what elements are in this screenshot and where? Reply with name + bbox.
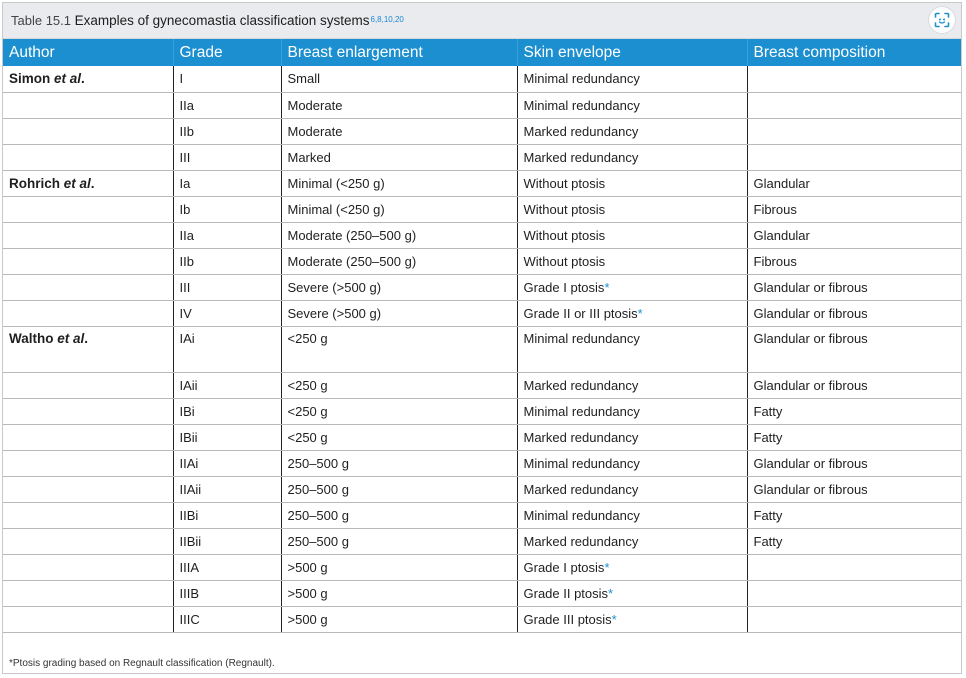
table-caption: [3, 3, 961, 39]
skin-envelope-cell-text: Minimal redundancy: [523, 403, 640, 419]
skin-envelope-cell: [517, 372, 747, 398]
composition-cell-text: Fibrous: [753, 253, 797, 269]
skin-envelope-cell: [517, 118, 747, 144]
enlargement-cell-text: 250–500 g: [287, 481, 349, 497]
composition-cell: [747, 92, 961, 118]
author-cell: [3, 476, 173, 502]
composition-cell: [747, 606, 961, 632]
composition-cell: [747, 528, 961, 554]
grade-cell-text: Ib: [179, 201, 191, 217]
skin-envelope-cell-text: Grade I ptosis: [523, 559, 605, 575]
grade-cell-text: IIb: [179, 253, 194, 269]
composition-cell: [747, 424, 961, 450]
ptosis-footnote-mark[interactable]: *: [637, 305, 643, 321]
table-row: [3, 248, 961, 274]
grade-cell-text: IIIA: [179, 559, 200, 575]
ptosis-footnote-mark[interactable]: *: [604, 559, 610, 575]
skin-envelope-cell-text: Without ptosis: [523, 253, 606, 269]
composition-cell: [747, 554, 961, 580]
skin-envelope-cell-text: Minimal redundancy: [523, 97, 640, 113]
composition-cell: [747, 196, 961, 222]
enlargement-cell: [281, 398, 517, 424]
grade-cell: [173, 92, 281, 118]
skin-envelope-cell-text: Minimal redundancy: [523, 507, 640, 523]
grade-cell: [173, 222, 281, 248]
composition-cell-text: Glandular or fibrous: [753, 481, 868, 497]
skin-envelope-cell-text: Grade I ptosis: [523, 279, 605, 295]
author-cell: [3, 528, 173, 554]
composition-cell: [747, 170, 961, 196]
enlargement-cell: [281, 424, 517, 450]
enlargement-cell-text: <250 g: [287, 403, 328, 419]
enlargement-cell: [281, 372, 517, 398]
enlargement-cell: [281, 606, 517, 632]
classification-table: [3, 39, 961, 633]
skin-envelope-cell: [517, 554, 747, 580]
reference-links[interactable]: 6,8,10,20: [370, 15, 404, 24]
table-row: [3, 372, 961, 398]
skin-envelope-cell: [517, 248, 747, 274]
grade-cell-text: IIAi: [179, 455, 199, 471]
composition-cell-text: Glandular: [753, 227, 810, 243]
enlargement-cell-text: Moderate (250–500 g): [287, 253, 417, 269]
grade-cell-text: I: [179, 71, 184, 87]
skin-envelope-cell-text: Without ptosis: [523, 201, 606, 217]
enlargement-cell-text: Severe (>500 g): [287, 305, 382, 321]
composition-cell: [747, 300, 961, 326]
grade-cell: [173, 554, 281, 580]
enlargement-cell-text: Small: [287, 71, 321, 87]
composition-cell-text: Fatty: [753, 403, 783, 419]
skin-envelope-cell-text: Grade III ptosis: [523, 611, 612, 627]
grade-cell: [173, 248, 281, 274]
composition-cell-text: Glandular or fibrous: [753, 377, 868, 393]
author-cell: [3, 300, 173, 326]
author-cell: Rohrich et al.: [3, 170, 173, 196]
grade-cell-text: IAii: [179, 377, 198, 393]
enlargement-cell: [281, 554, 517, 580]
table-row: [3, 326, 961, 372]
skin-envelope-cell: [517, 450, 747, 476]
grade-cell: [173, 300, 281, 326]
composition-cell-text: Fatty: [753, 507, 783, 523]
author-suffix: et al: [57, 330, 85, 346]
table-row: [3, 92, 961, 118]
grade-cell: [173, 424, 281, 450]
table-row: [3, 606, 961, 632]
table-row: [3, 66, 961, 92]
enlargement-cell: [281, 170, 517, 196]
composition-cell: [747, 66, 961, 92]
author-cell: [3, 398, 173, 424]
author-suffix: et al: [63, 175, 91, 191]
table-row: [3, 450, 961, 476]
skin-envelope-cell: [517, 92, 747, 118]
grade-cell-text: IBi: [179, 403, 195, 419]
grade-cell-text: III: [179, 149, 191, 165]
enlargement-cell: [281, 476, 517, 502]
enlargement-cell: [281, 274, 517, 300]
enlargement-cell: [281, 92, 517, 118]
header-author: Author: [3, 39, 173, 66]
enlargement-cell-text: <250 g: [287, 377, 328, 393]
enlargement-cell-text: >500 g: [287, 611, 328, 627]
skin-envelope-cell: [517, 170, 747, 196]
skin-envelope-cell-text: Without ptosis: [523, 227, 606, 243]
enlargement-cell-text: Moderate (250–500 g): [287, 227, 417, 243]
composition-cell-text: Glandular or fibrous: [753, 279, 868, 295]
grade-cell-text: IIa: [179, 227, 194, 243]
author-cell: [3, 248, 173, 274]
table-row: [3, 196, 961, 222]
enlargement-cell: [281, 502, 517, 528]
skin-envelope-cell-text: Without ptosis: [523, 175, 606, 191]
enlargement-cell-text: <250 g: [287, 429, 328, 445]
table-body: [3, 66, 961, 632]
grade-cell: [173, 144, 281, 170]
composition-cell-text: Fatty: [753, 533, 783, 549]
composition-cell: [747, 118, 961, 144]
table-row: [3, 580, 961, 606]
composition-cell-text: Fatty: [753, 429, 783, 445]
skin-envelope-cell: [517, 528, 747, 554]
composition-cell: [747, 502, 961, 528]
table-row: [3, 554, 961, 580]
grade-cell-text: IIBi: [179, 507, 199, 523]
table-row: [3, 222, 961, 248]
grade-cell: [173, 196, 281, 222]
author-cell: Simon et al.: [3, 66, 173, 92]
table-row: [3, 502, 961, 528]
author-name: Waltho: [9, 330, 54, 346]
grade-cell-text: III: [179, 279, 191, 295]
skin-envelope-cell-text: Marked redundancy: [523, 429, 639, 445]
table-row: [3, 424, 961, 450]
composition-cell: [747, 326, 961, 372]
grade-cell: [173, 66, 281, 92]
composition-cell: [747, 274, 961, 300]
skin-envelope-cell-text: Marked redundancy: [523, 149, 639, 165]
enlargement-cell: [281, 144, 517, 170]
table-row: [3, 300, 961, 326]
grade-cell: [173, 606, 281, 632]
skin-envelope-cell: [517, 144, 747, 170]
author-cell: [3, 502, 173, 528]
grade-cell-text: Ia: [179, 175, 191, 191]
skin-envelope-cell: [517, 476, 747, 502]
composition-cell: [747, 580, 961, 606]
grade-cell-text: IBii: [179, 429, 198, 445]
enlargement-cell-text: Minimal (<250 g): [287, 201, 385, 217]
composition-cell: [747, 144, 961, 170]
skin-envelope-cell: [517, 398, 747, 424]
grade-cell: [173, 372, 281, 398]
author-cell: [3, 606, 173, 632]
skin-envelope-cell: [517, 196, 747, 222]
enlargement-cell-text: 250–500 g: [287, 507, 349, 523]
enlargement-cell: [281, 66, 517, 92]
grade-cell: [173, 274, 281, 300]
header-row: [3, 39, 961, 66]
skin-envelope-cell-text: Grade II ptosis: [523, 585, 609, 601]
scan-text-icon: [934, 12, 950, 28]
grade-cell: [173, 170, 281, 196]
skin-envelope-cell: [517, 424, 747, 450]
grade-cell: [173, 398, 281, 424]
composition-cell-text: Glandular or fibrous: [753, 455, 868, 471]
grade-cell-text: IIb: [179, 123, 194, 139]
grade-cell-text: IIAii: [179, 481, 202, 497]
skin-envelope-cell: [517, 222, 747, 248]
grade-cell: [173, 476, 281, 502]
enlargement-cell: [281, 300, 517, 326]
grade-cell-text: IIIB: [179, 585, 200, 601]
header-skin-envelope: Skin envelope: [517, 39, 747, 66]
enlargement-cell-text: Marked: [287, 149, 331, 165]
header-grade: Grade: [173, 39, 281, 66]
composition-cell-text: Glandular: [753, 175, 810, 191]
skin-envelope-cell-text: Marked redundancy: [523, 123, 639, 139]
skin-envelope-cell: [517, 274, 747, 300]
skin-envelope-cell: [517, 66, 747, 92]
enlargement-cell-text: Moderate: [287, 123, 343, 139]
author-cell: [3, 372, 173, 398]
table-row: [3, 144, 961, 170]
table-title: Examples of gynecomastia classification systems: [74, 13, 370, 28]
enlargement-cell-text: >500 g: [287, 559, 328, 575]
skin-envelope-cell-text: Minimal redundancy: [523, 455, 640, 471]
table-row: [3, 398, 961, 424]
skin-envelope-cell: [517, 606, 747, 632]
scan-button[interactable]: [929, 7, 955, 33]
ptosis-footnote-mark[interactable]: *: [604, 279, 610, 295]
author-cell: [3, 554, 173, 580]
author-cell: [3, 144, 173, 170]
enlargement-cell: [281, 528, 517, 554]
grade-cell: [173, 118, 281, 144]
author-cell: [3, 92, 173, 118]
composition-cell: [747, 248, 961, 274]
author-cell: [3, 580, 173, 606]
grade-cell: [173, 326, 281, 372]
footnote: *Ptosis grading based on Regnault classification (Regnault).: [9, 658, 275, 669]
skin-envelope-cell: [517, 502, 747, 528]
author-cell: [3, 222, 173, 248]
composition-cell-text: Glandular or fibrous: [753, 305, 868, 321]
composition-cell-text: Fibrous: [753, 201, 797, 217]
grade-cell: [173, 502, 281, 528]
enlargement-cell: [281, 248, 517, 274]
enlargement-cell: [281, 222, 517, 248]
skin-envelope-cell: [517, 580, 747, 606]
enlargement-cell: [281, 450, 517, 476]
table-row: [3, 274, 961, 300]
table-number: Table 15.1: [11, 13, 71, 28]
enlargement-cell-text: Severe (>500 g): [287, 279, 382, 295]
table-row: [3, 476, 961, 502]
header-breast-composition: Breast composition: [747, 39, 961, 66]
skin-envelope-cell: [517, 326, 747, 372]
enlargement-cell: [281, 118, 517, 144]
table-row: [3, 118, 961, 144]
enlargement-cell-text: <250 g: [287, 330, 328, 346]
enlargement-cell-text: 250–500 g: [287, 533, 349, 549]
author-suffix: et al: [54, 71, 82, 86]
skin-envelope-cell-text: Minimal redundancy: [523, 330, 640, 346]
grade-cell-text: IIIC: [179, 611, 200, 627]
enlargement-cell-text: Minimal (<250 g): [287, 175, 385, 191]
skin-envelope-cell: [517, 300, 747, 326]
grade-cell-text: IIBii: [179, 533, 202, 549]
author-cell: [3, 424, 173, 450]
author-name: Rohrich: [9, 175, 61, 191]
table-row: [3, 170, 961, 196]
grade-cell-text: IAi: [179, 330, 195, 346]
table-container: [2, 2, 962, 674]
grade-cell-text: IV: [179, 305, 192, 321]
grade-cell: [173, 450, 281, 476]
grade-cell-text: IIa: [179, 97, 194, 113]
author-name: Simon: [9, 71, 51, 86]
enlargement-cell: [281, 196, 517, 222]
author-cell: Waltho et al.: [3, 326, 173, 372]
composition-cell-text: Glandular or fibrous: [753, 330, 868, 346]
enlargement-cell-text: >500 g: [287, 585, 328, 601]
table-row: [3, 528, 961, 554]
author-cell: [3, 450, 173, 476]
composition-cell: [747, 222, 961, 248]
composition-cell: [747, 372, 961, 398]
author-cell: [3, 274, 173, 300]
enlargement-cell-text: Moderate: [287, 97, 343, 113]
skin-envelope-cell-text: Marked redundancy: [523, 481, 639, 497]
composition-cell: [747, 398, 961, 424]
composition-cell: [747, 476, 961, 502]
skin-envelope-cell-text: Minimal redundancy: [523, 71, 640, 87]
enlargement-cell: [281, 326, 517, 372]
author-cell: [3, 118, 173, 144]
enlargement-cell-text: 250–500 g: [287, 455, 349, 471]
skin-envelope-cell-text: Marked redundancy: [523, 533, 639, 549]
skin-envelope-cell-text: Marked redundancy: [523, 377, 639, 393]
header-breast-enlargement: Breast enlargement: [281, 39, 517, 66]
enlargement-cell: [281, 580, 517, 606]
grade-cell: [173, 528, 281, 554]
skin-envelope-cell-text: Grade II or III ptosis: [523, 305, 638, 321]
ptosis-footnote-mark[interactable]: *: [608, 585, 614, 601]
composition-cell: [747, 450, 961, 476]
ptosis-footnote-mark[interactable]: *: [611, 611, 617, 627]
author-cell: [3, 196, 173, 222]
grade-cell: [173, 580, 281, 606]
